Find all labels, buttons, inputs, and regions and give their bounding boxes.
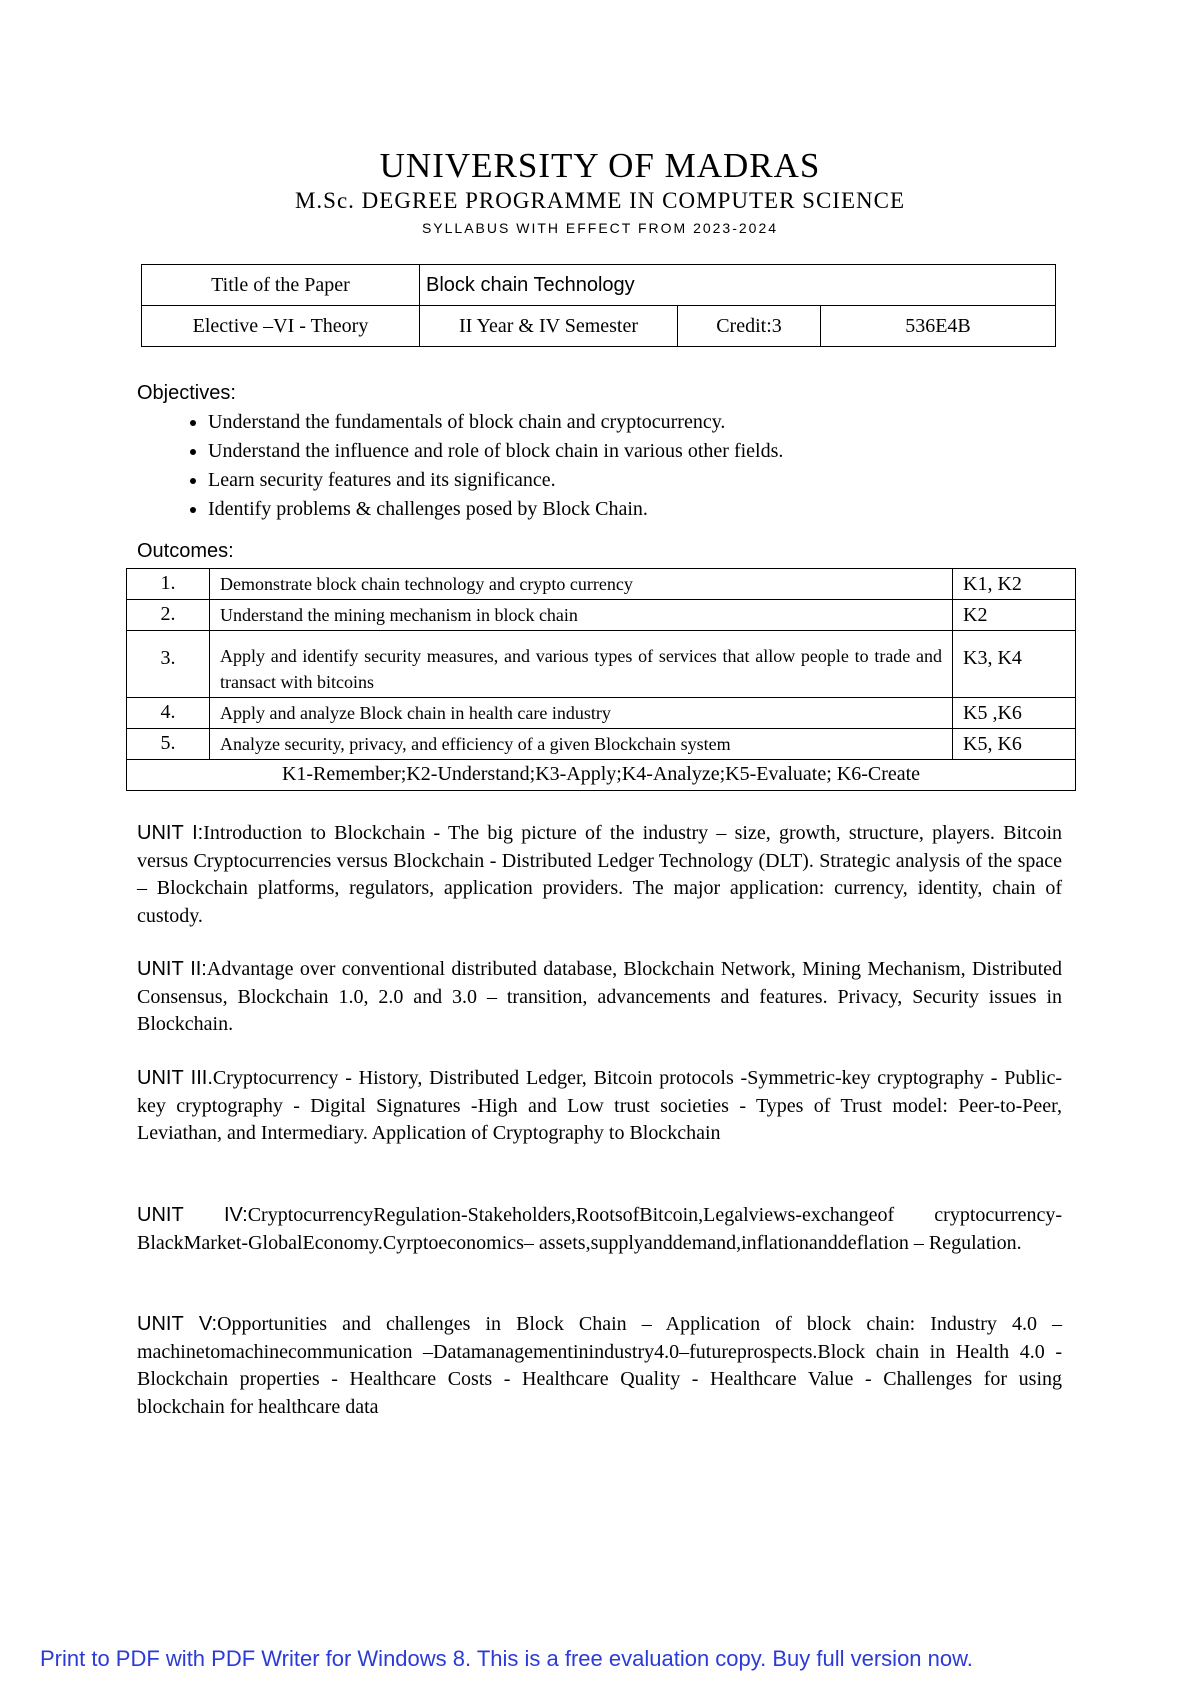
knowledge-level-legend: K1-Remember;K2-Understand;K3-Apply;K4-Analyze;K5-Evaluate; K6-Create <box>127 760 1076 791</box>
outcome-knowledge-level: K5, K6 <box>953 729 1076 760</box>
objective-item: • Identify problems & challenges posed by Block Chain. <box>208 495 1068 524</box>
unit-text: Introduction to Blockchain - The big picture of the industry – size, growth, structure, players. Bitcoin versus Cryptocurrencies versus Blockchain - Distributed Ledger Technology (DLT). Strategic analysis of the space – Blockchain platforms, regulators, application providers. The major application: currency, identity, chain of custody. <box>137 822 1063 927</box>
objectives-heading: Objectives: <box>137 382 236 404</box>
outcomes-table <box>126 568 1076 791</box>
outcome-knowledge-level: K1, K2 <box>953 569 1076 600</box>
paper-type-cell: Elective –VI - Theory <box>142 306 420 347</box>
outcome-row <box>127 569 1076 600</box>
outcome-number: 1. <box>127 569 210 600</box>
unit-text: Cryptocurrency - History, Distributed Ledger, Bitcoin protocols -Symmetric-key cryptography - Public-key cryptography - Digital Signatures -High and Low trust societies - Types of Trust model: Peer-to-Peer, Leviathan, and Intermediary. Application of Cryptography to Blockchain <box>137 1067 1062 1144</box>
objective-item: • Learn security features and its significance. <box>208 466 1068 495</box>
outcome-description: Analyze security, privacy, and efficiency of a given Blockchain system <box>210 729 953 760</box>
outcome-knowledge-level: K3, K4 <box>953 631 1076 698</box>
unit-5 <box>137 1311 1062 1421</box>
unit-4 <box>137 1202 1062 1257</box>
outcome-number: 5. <box>127 729 210 760</box>
paper-code-cell: 536E4B <box>821 306 1056 347</box>
outcome-description: Apply and identify security measures, and various types of services that allow people to trade and transact with bitcoins <box>210 631 953 698</box>
syllabus-effect: SYLLABUS WITH EFFECT FROM 2023-2024 <box>421 220 779 236</box>
evaluation-watermark[interactable]: Print to PDF with PDF Writer for Windows 8. This is a free evaluation copy. Buy full version now. <box>40 1646 973 1671</box>
unit-label: UNIT III. <box>137 1067 213 1089</box>
unit-text: CryptocurrencyRegulation-Stakeholders,RootsofBitcoin,Legalviews-exchangeof cryptocurrency-BlackMarket-GlobalEconomy.Cyrptoeconomics– assets,supplyanddemand,inflationanddeflation – Regulation. <box>137 1204 1062 1254</box>
unit-label: UNIT IV: <box>137 1204 248 1226</box>
outcome-description: Understand the mining mechanism in block chain <box>210 600 953 631</box>
unit-3 <box>137 1065 1062 1148</box>
objective-item: • Understand the influence and role of block chain in various other fields. <box>208 437 1068 466</box>
programme-title: M.Sc. DEGREE PROGRAMME IN COMPUTER SCIENCE <box>294 188 905 213</box>
title-value-cell: Block chain Technology <box>420 265 1056 306</box>
outcome-number: 3. <box>127 631 210 698</box>
objective-item: • Understand the fundamentals of block chain and cryptocurrency. <box>208 408 1068 437</box>
unit-2 <box>137 956 1062 1039</box>
outcome-row <box>127 729 1076 760</box>
outcome-row <box>127 631 1076 698</box>
outcome-knowledge-level: K2 <box>953 600 1076 631</box>
paper-info-table <box>141 264 1056 347</box>
outcome-row <box>127 600 1076 631</box>
university-title: UNIVERSITY OF MADRAS <box>379 146 821 185</box>
unit-label: UNIT I: <box>137 822 204 844</box>
outcome-description: Apply and analyze Block chain in health care industry <box>210 698 953 729</box>
year-semester-cell: II Year & IV Semester <box>420 306 678 347</box>
credit-cell: Credit:3 <box>678 306 821 347</box>
unit-1 <box>137 820 1062 930</box>
outcome-number: 2. <box>127 600 210 631</box>
outcome-description: Demonstrate block chain technology and crypto currency <box>210 569 953 600</box>
unit-label: UNIT V: <box>137 1313 218 1335</box>
unit-text: Opportunities and challenges in Block Chain – Application of block chain: Industry 4.0 – machinetomachinecommunication –Datamanagementinindustry4.0–futureprospects.Block chain in Health 4.0 - Blockchain properties - Healthcare Costs - Healthcare Quality - Healthcare Value - Challenges for using blockchain for healthcare data <box>137 1313 1062 1418</box>
objectives-list <box>160 408 1068 524</box>
unit-text: Advantage over conventional distributed database, Blockchain Network, Mining Mechanism, Distributed Consensus, Blockchain 1.0, 2.0 and 3.0 – transition, advancements and features. Privacy, Security issues in Blockchain. <box>137 958 1063 1035</box>
outcomes-heading: Outcomes: <box>137 540 234 562</box>
outcome-number: 4. <box>127 698 210 729</box>
unit-label: UNIT II: <box>137 958 207 980</box>
outcome-row <box>127 698 1076 729</box>
outcome-knowledge-level: K5 ,K6 <box>953 698 1076 729</box>
title-label-cell: Title of the Paper <box>142 265 420 306</box>
